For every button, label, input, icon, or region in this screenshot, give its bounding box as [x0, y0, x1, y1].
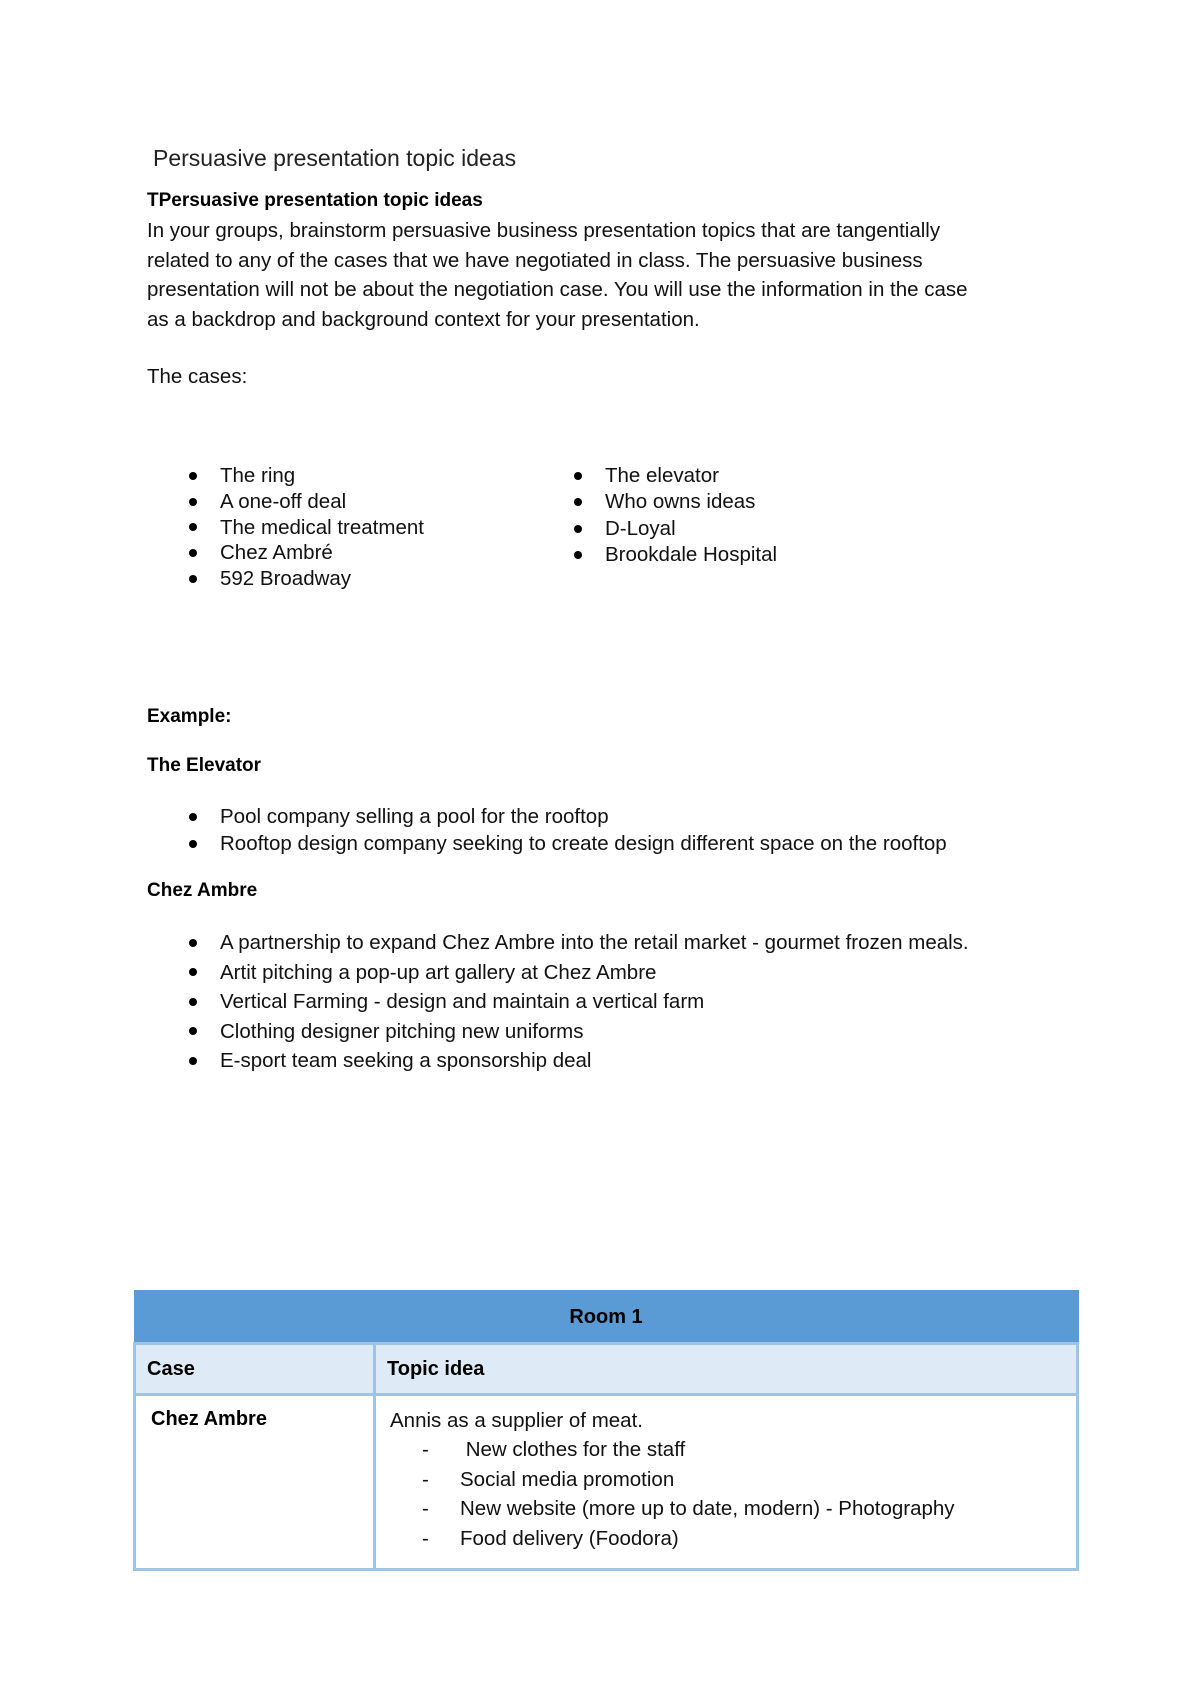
list-item: - Social media promotion: [390, 1465, 1076, 1495]
list-item: Rooftop design company seeking to create design different space on the rooftop: [182, 830, 947, 857]
bullet-icon: [574, 472, 582, 480]
list-item: E-sport team seeking a sponsorship deal: [182, 1046, 969, 1076]
bullet-icon: [189, 813, 197, 821]
table-header-row: [135, 1291, 1078, 1344]
list-item: Who owns ideas: [567, 489, 777, 515]
list-item: Artit pitching a pop-up art gallery at Chez Ambre: [182, 958, 969, 988]
bullet-icon: [189, 498, 197, 506]
column-header-case: Case: [135, 1344, 375, 1395]
bold-heading: TPersuasive presentation topic ideas: [147, 190, 483, 211]
bullet-icon: [189, 1057, 197, 1065]
column-header-topic: Topic idea: [375, 1344, 1078, 1395]
bullet-icon: [574, 498, 582, 506]
bullet-icon: [189, 998, 197, 1006]
cases-list-right: [567, 463, 777, 568]
dash-icon: -: [422, 1438, 429, 1461]
bullet-icon: [189, 939, 197, 947]
topic-dash-list: [390, 1435, 1076, 1553]
table-row: [135, 1395, 1078, 1570]
list-item: The ring: [182, 463, 424, 489]
list-item: Pool company selling a pool for the rooftop: [182, 803, 947, 830]
dash-icon: -: [422, 1497, 429, 1520]
list-item: The medical treatment: [182, 515, 424, 541]
elevator-heading: The Elevator: [147, 755, 262, 776]
case-cell: Chez Ambre: [135, 1395, 375, 1570]
elevator-ideas-list: [182, 803, 947, 857]
topic-cell: [375, 1395, 1078, 1570]
bullet-icon: [189, 968, 197, 976]
list-item: Brookdale Hospital: [567, 542, 777, 568]
bullet-icon: [189, 840, 197, 848]
list-item: - Food delivery (Foodora): [390, 1524, 1076, 1554]
intro-line: related to any of the cases that we have negotiated in class. The persuasive business: [147, 248, 923, 272]
dash-icon: -: [422, 1467, 429, 1491]
bullet-icon: [574, 525, 582, 533]
chez-heading: Chez Ambre: [147, 880, 258, 901]
intro-paragraph: [147, 216, 1067, 334]
list-item: Clothing designer pitching new uniforms: [182, 1017, 969, 1047]
bullet-icon: [189, 549, 197, 557]
bullet-icon: [189, 575, 197, 583]
list-item: A partnership to expand Chez Ambre into the retail market - gourmet frozen meals.: [182, 928, 969, 958]
bullet-icon: [189, 472, 197, 480]
intro-line: In your groups, brainstorm persuasive business presentation topics that are tangentially: [147, 219, 941, 242]
list-item: 592 Broadway: [182, 566, 424, 592]
table-column-header-row: [135, 1344, 1078, 1395]
room-table: [133, 1290, 1079, 1571]
list-item: Vertical Farming - design and maintain a vertical farm: [182, 987, 969, 1017]
table-title: Room 1: [135, 1291, 1078, 1344]
bullet-icon: [189, 523, 197, 531]
bullet-icon: [189, 1027, 197, 1035]
example-label: Example:: [147, 706, 232, 727]
cases-list-left: [182, 463, 424, 592]
intro-line: as a backdrop and background context for your presentation.: [147, 307, 700, 331]
dash-icon: -: [422, 1526, 429, 1550]
bullet-icon: [574, 551, 582, 559]
list-item: Chez Ambré: [182, 540, 424, 566]
chez-ideas-list: [182, 928, 969, 1076]
list-item: D-Loyal: [567, 516, 777, 542]
list-item: The elevator: [567, 463, 777, 489]
cases-label: The cases:: [147, 365, 248, 388]
document-title: Persuasive presentation topic ideas: [153, 145, 517, 171]
intro-line: presentation will not be about the negotiation case. You will use the information in the case: [147, 278, 968, 301]
list-item: - New website (more up to date, modern) - Photography: [390, 1494, 1076, 1524]
topic-lead: Annis as a supplier of meat.: [390, 1409, 643, 1432]
list-item: A one-off deal: [182, 489, 424, 515]
list-item: - New clothes for the staff: [390, 1435, 1076, 1465]
